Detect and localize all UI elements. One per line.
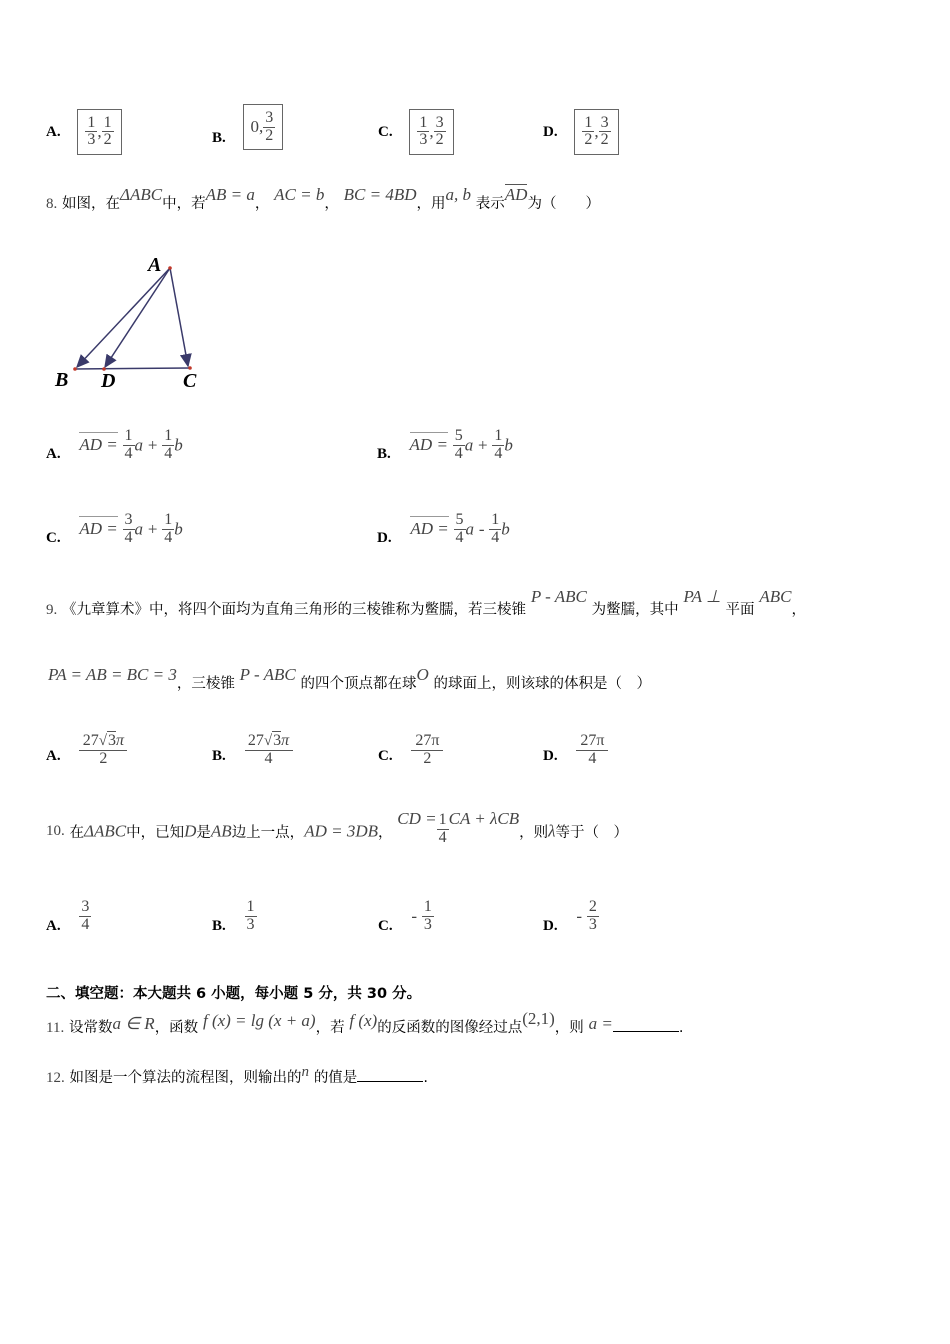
sign: - xyxy=(576,906,583,926)
fraction: $\frac{1}{2}$ xyxy=(584,113,593,149)
q9-stem-line1 xyxy=(46,587,806,619)
option-label: D. xyxy=(543,918,558,934)
math: λ xyxy=(548,821,556,841)
vector-b: b xyxy=(174,519,183,539)
question-number: 9. xyxy=(46,602,58,618)
q10-option-a[interactable] xyxy=(46,898,91,935)
stem-text: 中，若 xyxy=(162,196,206,212)
stem-text: 设常数 xyxy=(68,1020,113,1036)
math: n xyxy=(301,1064,310,1080)
vector-ab xyxy=(77,268,170,367)
stem-text: ，三棱锥 xyxy=(176,676,235,692)
q7-option-c[interactable] xyxy=(378,104,454,155)
option-label: A. xyxy=(46,124,61,140)
q10-option-c[interactable] xyxy=(378,898,434,935)
comma: , xyxy=(97,121,102,141)
q8-stem xyxy=(46,185,600,213)
math: P - ABC xyxy=(239,665,296,684)
fraction: $\frac{27√3\pi}{2}$ xyxy=(79,733,127,768)
vector-ad xyxy=(105,268,170,367)
stem-text: 的值是 xyxy=(313,1070,358,1086)
math-lhs: AD = xyxy=(410,516,448,538)
fraction: $\frac{1}{4}$ xyxy=(164,511,173,546)
q8-option-b[interactable] xyxy=(377,428,513,463)
operator: + xyxy=(147,519,158,539)
q9-stem-line2 xyxy=(48,665,652,693)
math: AC = b xyxy=(274,185,325,204)
section-heading: 二、填空题：本大题共 6 小题，每小题 5 分，共 30 分。 xyxy=(46,986,422,1002)
fraction: $\frac{1}{2}$ xyxy=(103,113,112,149)
stem-text: 等于（ ） xyxy=(555,824,628,841)
question-number: 11. xyxy=(46,1020,65,1036)
stem-text: 的球面上，则该球的体积是（ ） xyxy=(433,676,652,692)
label-c: C xyxy=(183,370,197,392)
math: AD xyxy=(504,185,528,204)
label-b: B xyxy=(55,369,69,391)
math: AD = 3DB xyxy=(304,821,378,841)
stem-text: 如图是一个算法的流程图，则输出的 xyxy=(69,1070,302,1086)
q12-stem xyxy=(46,1066,428,1087)
vector-b: b xyxy=(504,435,513,455)
stem-text: 是 xyxy=(196,824,211,841)
math: CD = xyxy=(397,809,437,829)
interval xyxy=(409,109,453,155)
fraction: $\frac{1}{3}$ xyxy=(87,113,96,149)
stem-text: ，函数 xyxy=(154,1020,199,1036)
math: (2,1) xyxy=(522,1009,555,1028)
fraction: $\frac{27\pi}{2}$ xyxy=(411,733,443,768)
fraction: $\frac{5}{4}$ xyxy=(455,511,464,546)
stem-text: 为（ ） xyxy=(527,196,600,212)
q7-option-a[interactable] xyxy=(46,104,122,155)
fraction: $\frac{3}{2}$ xyxy=(600,113,609,149)
fraction: $\frac{1}{4}$ xyxy=(491,511,500,546)
math: CA + λCB xyxy=(448,809,520,829)
vector-b: b xyxy=(501,519,510,539)
fraction: $\frac{1}{3}$ xyxy=(423,898,432,933)
question-number: 10. xyxy=(46,822,65,839)
option-label: D. xyxy=(543,747,558,764)
q8-option-d[interactable] xyxy=(377,512,510,547)
math: ΔABC xyxy=(120,185,163,204)
option-label: C. xyxy=(378,747,393,764)
option-label: A. xyxy=(46,747,61,764)
comma: , xyxy=(429,121,434,141)
vector-a: a xyxy=(465,519,475,539)
q9-option-a[interactable] xyxy=(46,733,127,768)
stem-text: . xyxy=(678,1020,684,1036)
stem-text: 的四个顶点都在球 xyxy=(300,676,417,692)
math: a ∈ R xyxy=(112,1014,155,1033)
math: AB xyxy=(210,821,232,841)
point-a xyxy=(168,266,172,270)
q10-option-d[interactable] xyxy=(543,898,599,935)
q8-option-c[interactable] xyxy=(46,512,183,547)
fraction: $\frac{2}{3}$ xyxy=(588,898,597,933)
question-number: 8. xyxy=(46,196,58,212)
fraction: $\frac{3}{4}$ xyxy=(124,511,133,546)
stem-text: 表示 xyxy=(475,196,505,212)
stem-text: ，用 xyxy=(416,196,446,212)
math: PA ⊥ xyxy=(683,587,721,606)
interval xyxy=(574,109,618,155)
q10-stem xyxy=(46,809,628,849)
stem-text: 边上一点， xyxy=(231,824,305,841)
comma: , xyxy=(259,117,264,136)
question-number: 12. xyxy=(46,1070,65,1086)
answer-blank[interactable] xyxy=(613,1019,679,1032)
stem-text: 的反函数的图像经过点 xyxy=(377,1020,523,1036)
triangle-figure xyxy=(50,252,210,397)
fraction: $\frac{1}{4}$ xyxy=(164,427,173,462)
fraction: $\frac{27\pi}{4}$ xyxy=(576,733,608,768)
math-lhs: AD = xyxy=(79,516,117,538)
stem-text: ， xyxy=(254,196,270,212)
fraction: $\frac{1}{4}$ xyxy=(438,811,447,846)
math: P - ABC xyxy=(530,587,587,606)
q9-option-c[interactable] xyxy=(378,733,443,768)
vector-a: a xyxy=(134,519,144,539)
segment-bc xyxy=(74,368,190,369)
answer-blank[interactable] xyxy=(357,1069,423,1082)
q9-option-b[interactable] xyxy=(212,733,293,768)
math: ΔABC xyxy=(84,821,127,841)
stem-text: 为鳖臑，其中 xyxy=(591,602,679,618)
comma: , xyxy=(594,121,599,141)
vector-b: b xyxy=(174,435,183,455)
fraction: $\frac{1}{4}$ xyxy=(124,427,133,462)
math: a = xyxy=(588,1014,613,1033)
q9-option-d[interactable] xyxy=(543,733,608,768)
stem-text: 在 xyxy=(69,824,85,841)
option-label: C. xyxy=(46,529,61,546)
stem-text: 《九章算术》中，将四个面均为直角三角形的三棱锥称为鳖臑，若三棱锥 xyxy=(62,602,527,618)
math: ABC xyxy=(759,587,792,606)
vector-ac xyxy=(170,268,188,366)
operator: + xyxy=(147,435,158,455)
stem-text: 中，已知 xyxy=(126,824,185,841)
point-b xyxy=(73,367,77,371)
interval xyxy=(243,104,284,150)
stem-text: ，若 xyxy=(315,1020,345,1036)
vector-a: a xyxy=(464,435,474,455)
stem-text: ，则 xyxy=(554,1020,584,1036)
stem-text: ， xyxy=(377,824,393,841)
fraction: $\frac{1}{3}$ xyxy=(419,113,428,149)
option-label: B. xyxy=(212,129,226,146)
stem-text: 如图，在 xyxy=(62,196,121,212)
stem-text: 平面 xyxy=(725,602,755,618)
fraction: $\frac{27√3\pi}{4}$ xyxy=(245,733,293,768)
option-label: D. xyxy=(543,124,558,140)
math: D xyxy=(184,821,197,841)
q8-option-a[interactable] xyxy=(46,428,183,463)
label-d: D xyxy=(101,370,116,392)
math: PA = AB = BC = 3 xyxy=(48,665,177,684)
fraction: $\frac{1}{3}$ xyxy=(246,898,255,933)
q7-option-d[interactable] xyxy=(543,104,619,155)
option-label: A. xyxy=(46,918,61,934)
option-label: D. xyxy=(377,529,392,546)
fraction: $\frac{5}{4}$ xyxy=(454,427,463,462)
operator: - xyxy=(478,519,485,539)
math: f (x) xyxy=(349,1011,378,1030)
math: f (x) = lg (x + a) xyxy=(202,1011,316,1030)
q10-option-b[interactable] xyxy=(212,898,257,935)
stem-text: ， xyxy=(791,602,806,618)
fraction: $\frac{1}{4}$ xyxy=(494,427,503,462)
sign: - xyxy=(411,906,418,926)
interval xyxy=(77,109,121,155)
fraction: $\frac{3}{2}$ xyxy=(265,108,274,144)
option-label: C. xyxy=(378,124,393,140)
math-lhs: AD = xyxy=(79,432,117,454)
option-label: B. xyxy=(212,747,226,764)
stem-text: ，则 xyxy=(519,824,549,841)
fraction: $\frac{3}{2}$ xyxy=(435,113,444,149)
stem-text: . xyxy=(423,1070,428,1086)
option-label: A. xyxy=(46,445,61,462)
math: a, b xyxy=(445,185,471,204)
stem-text: ， xyxy=(324,196,339,212)
math: BC = 4BD xyxy=(343,185,417,204)
fraction: $\frac{3}{4}$ xyxy=(81,898,90,933)
q7-option-b[interactable] xyxy=(212,104,283,150)
math: AB = a xyxy=(205,185,255,204)
zero: 0 xyxy=(250,117,260,136)
operator: + xyxy=(478,435,488,455)
option-label: C. xyxy=(378,918,393,934)
q11-stem xyxy=(46,1009,684,1037)
vector-a: a xyxy=(134,435,144,455)
math: O xyxy=(416,665,429,684)
option-label: B. xyxy=(212,918,226,934)
math-lhs: AD = xyxy=(410,432,448,454)
option-label: B. xyxy=(377,445,391,462)
label-a: A xyxy=(148,254,162,276)
